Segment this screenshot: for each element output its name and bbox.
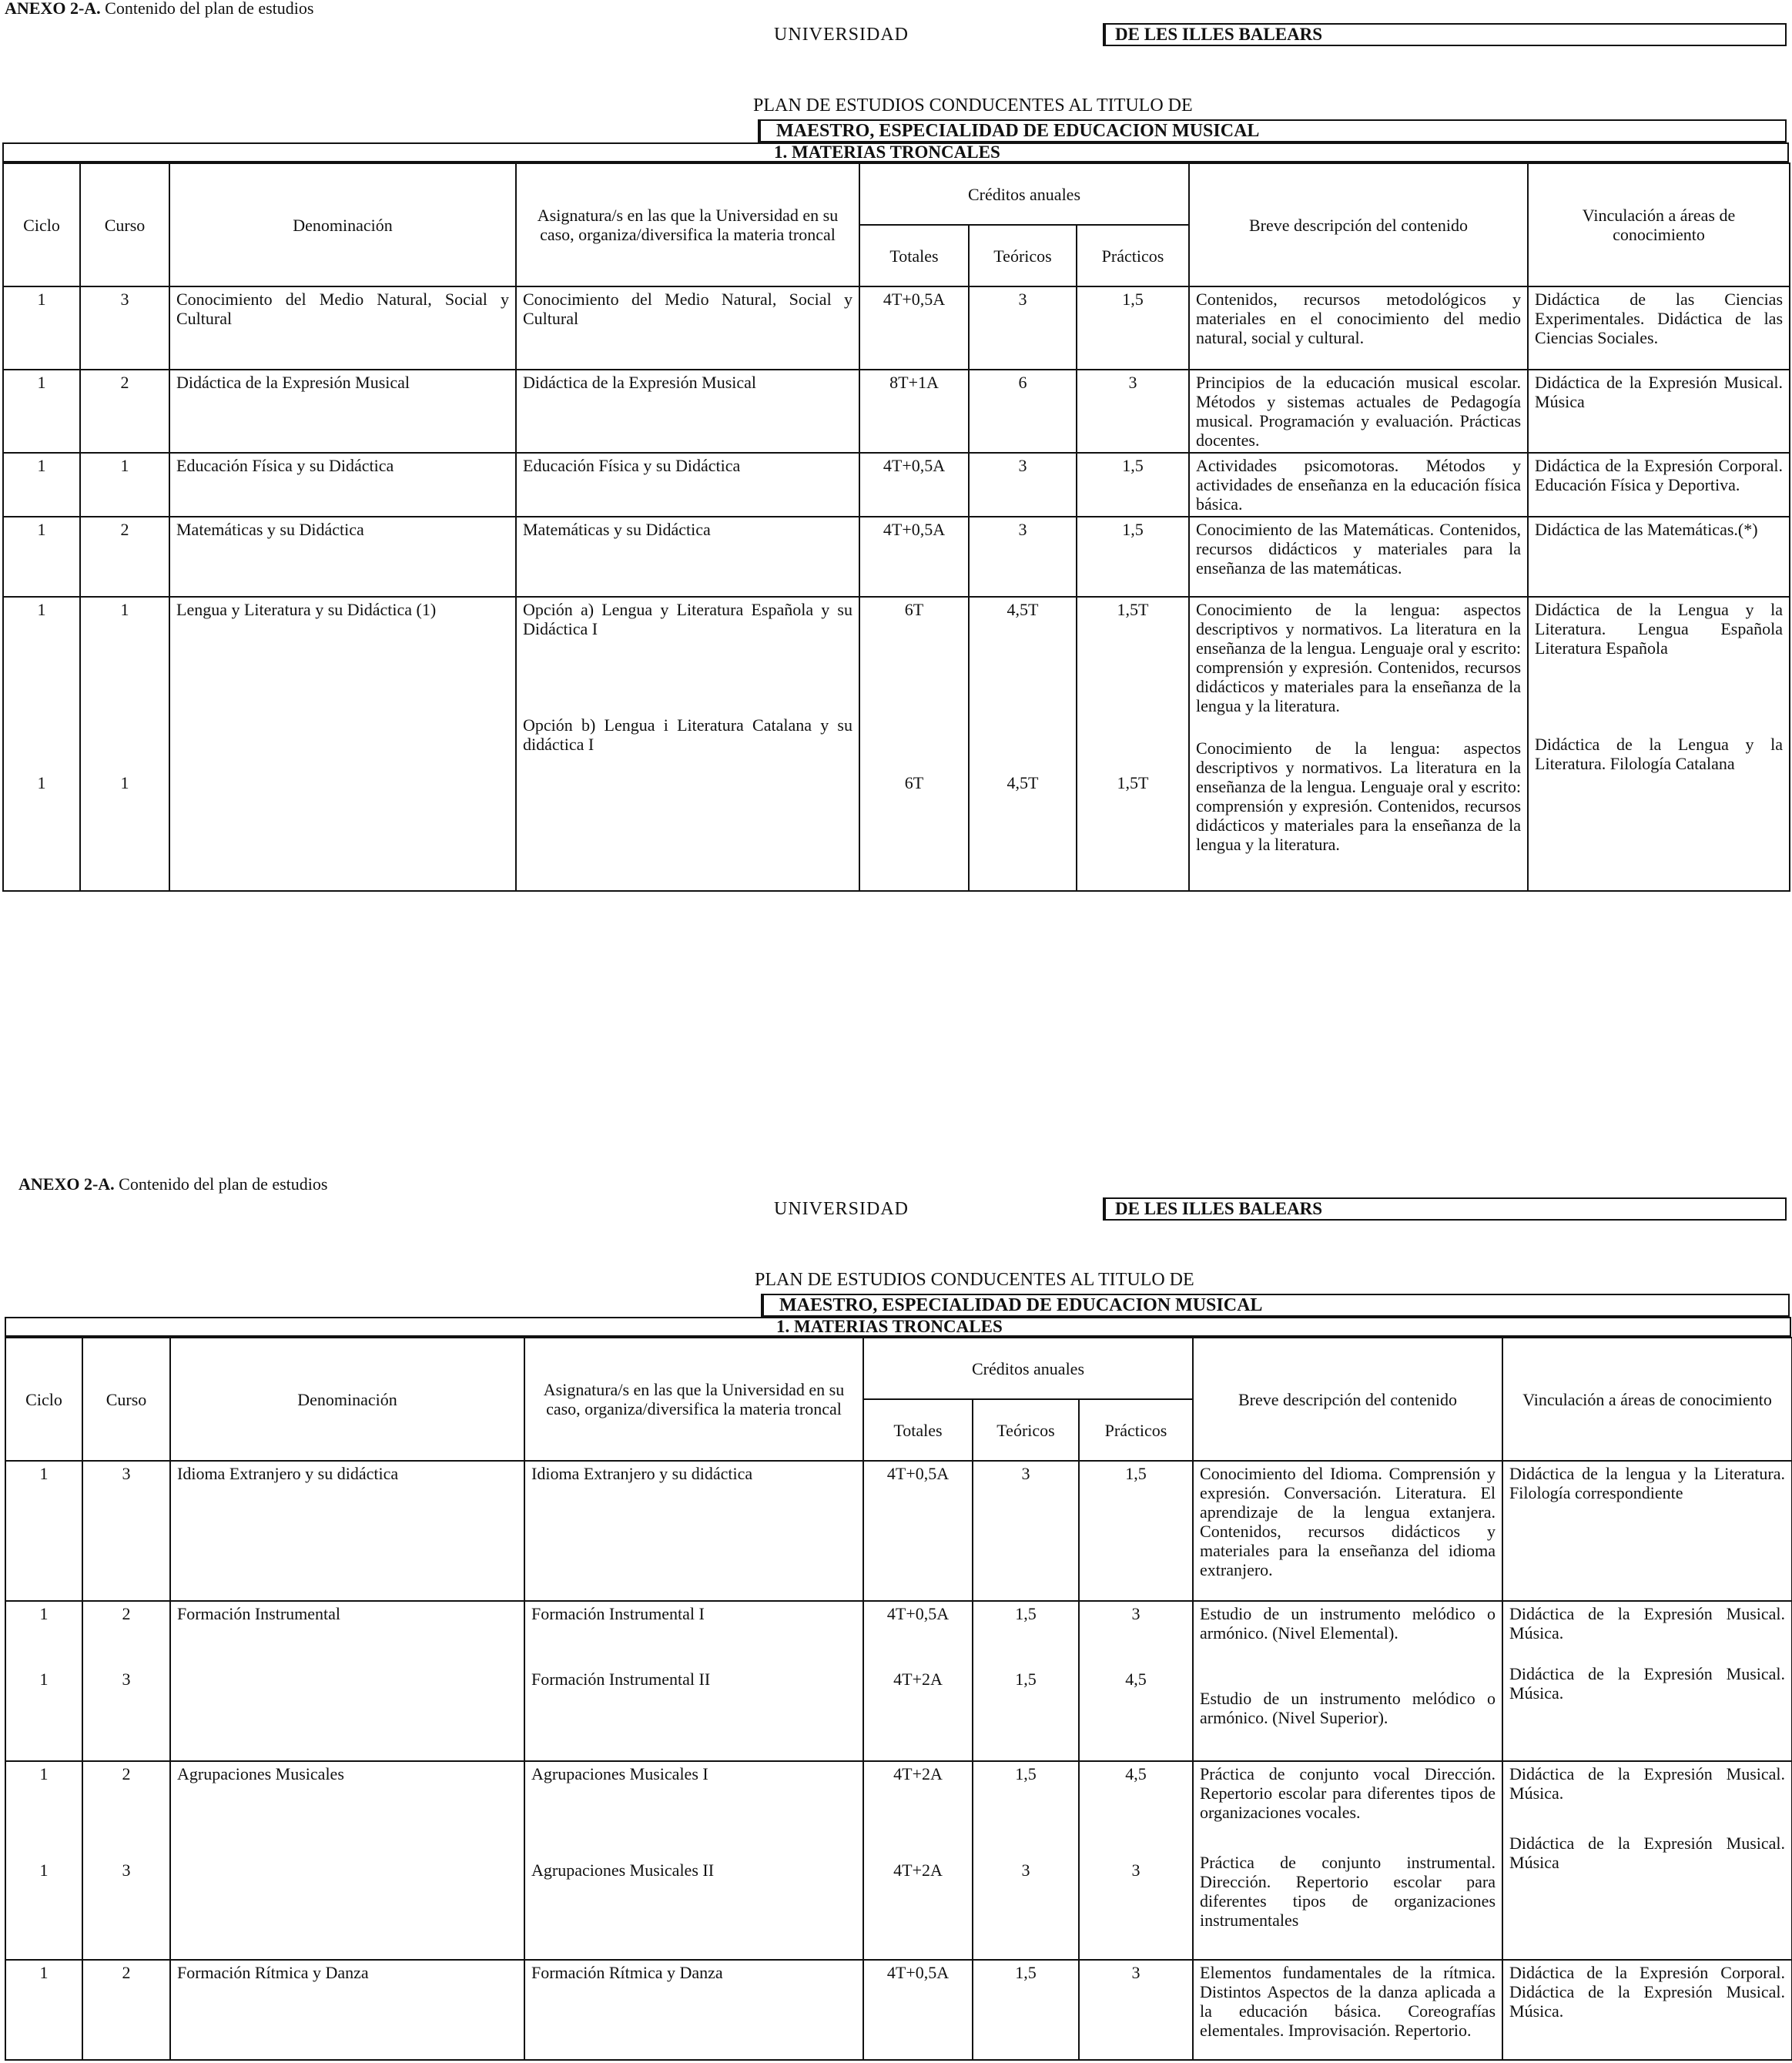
cell-denominacion: Lengua y Literatura y su Didáctica (1) (169, 597, 516, 891)
cell-teoricos: 3 (973, 1461, 1079, 1601)
table-row (5, 1601, 1792, 1761)
cell-teoricos: 1,5 (973, 1960, 1079, 2060)
table-row (3, 286, 1790, 370)
cell-teoricos: 4,5T 4,5T (969, 597, 1077, 891)
cell-practicos: 1,5 (1077, 517, 1189, 597)
cell-asignatura: Conocimiento del Medio Natural, Social y Cultural (516, 286, 859, 370)
header-practicos: Prácticos (1079, 1399, 1193, 1461)
section-title: 1. MATERIAS TRONCALES (5, 1317, 1791, 1337)
header-vinculacion: Vinculación a áreas de conocimiento (1502, 1338, 1792, 1461)
universidad-value: DE LES ILLES BALEARS (1103, 23, 1787, 46)
anexo-heading: ANEXO 2-A. Contenido del plan de estudios (5, 0, 314, 18)
cell-denominacion: Formación Rítmica y Danza (170, 1960, 524, 2060)
cell-ciclo: 1 (3, 370, 80, 453)
cell-denominacion: Didáctica de la Expresión Musical (169, 370, 516, 453)
titulo-value: MAESTRO, ESPECIALIDAD DE EDUCACION MUSICAL (761, 1294, 1790, 1317)
cell-totales: 4T+0,5A (859, 453, 969, 517)
table-row (5, 1461, 1792, 1601)
header-teoricos: Teóricos (973, 1399, 1079, 1461)
cell-ciclo: 1 1 (3, 597, 80, 891)
cell-asignatura: Idioma Extranjero y su didáctica (524, 1461, 863, 1601)
header-creditos: Créditos anuales (859, 163, 1189, 225)
cell-denominacion: Educación Física y su Didáctica (169, 453, 516, 517)
cell-descripcion: Conocimiento del Idioma. Comprensión y expresión. Conversación. Literatura. El aprendizaje de la lengua extanjera. Contenidos, recursos didácticos y materiales para la enseñanza del idioma extranjero. (1193, 1461, 1502, 1601)
plan-table (2, 162, 1790, 892)
cell-curso: 2 3 (82, 1601, 170, 1761)
cell-curso: 1 (80, 453, 169, 517)
table-row (3, 453, 1790, 517)
cell-vinculacion: Didáctica de la Expresión Musical. Música (1528, 370, 1790, 453)
header-totales: Totales (859, 225, 969, 286)
cell-ciclo: 1 1 (5, 1601, 82, 1761)
table-row (5, 1960, 1792, 2060)
cell-vinculacion: Didáctica de la Expresión Corporal. Didáctica de la Expresión Musical. Música. (1502, 1960, 1792, 2060)
cell-asignatura: Opción a) Lengua y Literatura Española y su Didáctica I Opción b) Lengua i Literatura Catalana y su didáctica I (516, 597, 859, 891)
table-row (3, 597, 1790, 891)
header-practicos: Prácticos (1077, 225, 1189, 286)
cell-ciclo: 1 (3, 286, 80, 370)
cell-vinculacion: Didáctica de la Expresión Corporal. Educación Física y Deportiva. (1528, 453, 1790, 517)
cell-vinculacion: Didáctica de las Ciencias Experimentales. Didáctica de las Ciencias Sociales. (1528, 286, 1790, 370)
cell-practicos: 3 4,5 (1079, 1601, 1193, 1761)
plan-table (5, 1337, 1792, 2061)
cell-descripcion: Principios de la educación musical escolar. Métodos y sistemas actuales de Pedagogía musical. Programación y evaluación. Prácticas docentes. (1189, 370, 1528, 453)
cell-curso: 3 (80, 286, 169, 370)
cell-asignatura: Educación Física y su Didáctica (516, 453, 859, 517)
cell-teoricos: 3 (969, 517, 1077, 597)
cell-totales: 4T+0,5A (859, 517, 969, 597)
cell-asignatura: Agrupaciones Musicales I Agrupaciones Musicales II (524, 1761, 863, 1960)
cell-curso: 2 (82, 1960, 170, 2060)
header-curso: Curso (82, 1338, 170, 1461)
cell-curso: 2 3 (82, 1761, 170, 1960)
cell-practicos: 1,5 (1077, 286, 1189, 370)
universidad-value: DE LES ILLES BALEARS (1103, 1197, 1787, 1221)
cell-denominacion: Agrupaciones Musicales (170, 1761, 524, 1960)
cell-denominacion: Idioma Extranjero y su didáctica (170, 1461, 524, 1601)
table-row (3, 370, 1790, 453)
cell-curso: 3 (82, 1461, 170, 1601)
cell-ciclo: 1 (3, 453, 80, 517)
cell-asignatura: Matemáticas y su Didáctica (516, 517, 859, 597)
cell-teoricos: 3 (969, 286, 1077, 370)
header-ciclo: Ciclo (3, 163, 80, 286)
header-curso: Curso (80, 163, 169, 286)
cell-practicos: 3 (1079, 1960, 1193, 2060)
header-descripcion: Breve descripción del contenido (1189, 163, 1528, 286)
header-teoricos: Teóricos (969, 225, 1077, 286)
cell-totales: 6T 6T (859, 597, 969, 891)
cell-asignatura: Didáctica de la Expresión Musical (516, 370, 859, 453)
plan-label: PLAN DE ESTUDIOS CONDUCENTES AL TITULO DE (755, 1270, 1194, 1290)
table-row (5, 1761, 1792, 1960)
anexo-heading: ANEXO 2-A. Contenido del plan de estudios (18, 1174, 328, 1194)
header-asignatura: Asignatura/s en las que la Universidad en su caso, organiza/diversifica la materia troncal (516, 163, 859, 286)
cell-practicos: 1,5T 1,5T (1077, 597, 1189, 891)
cell-vinculacion: Didáctica de la Lengua y la Literatura. Lengua Española Literatura Española Didáctica de la Lengua y la Literatura. Filología Catalana (1528, 597, 1790, 891)
cell-practicos: 1,5 (1079, 1461, 1193, 1601)
header-creditos: Créditos anuales (863, 1338, 1193, 1399)
cell-vinculacion: Didáctica de la Expresión Musical. Música. Didáctica de la Expresión Musical. Música (1502, 1761, 1792, 1960)
cell-denominacion: Matemáticas y su Didáctica (169, 517, 516, 597)
cell-ciclo: 1 (5, 1960, 82, 2060)
cell-curso: 1 1 (80, 597, 169, 891)
cell-denominacion: Conocimiento del Medio Natural, Social y Cultural (169, 286, 516, 370)
cell-practicos: 4,5 3 (1079, 1761, 1193, 1960)
cell-descripcion: Actividades psicomotoras. Métodos y actividades de enseñanza en la educación física básica. (1189, 453, 1528, 517)
cell-denominacion: Formación Instrumental (170, 1601, 524, 1761)
cell-ciclo: 1 (3, 517, 80, 597)
cell-vinculacion: Didáctica de las Matemáticas.(*) (1528, 517, 1790, 597)
table-row (3, 517, 1790, 597)
cell-descripcion: Elementos fundamentales de la rítmica. Distintos Aspectos de la danza aplicada a la educación básica. Coreografías elementales. Improvisación. Repertorio. (1193, 1960, 1502, 2060)
header-totales: Totales (863, 1399, 973, 1461)
cell-totales: 4T+0,5A (863, 1960, 973, 2060)
cell-teoricos: 1,5 1,5 (973, 1601, 1079, 1761)
universidad-label: UNIVERSIDAD (774, 1199, 909, 1219)
cell-vinculacion: Didáctica de la Expresión Musical. Música. Didáctica de la Expresión Musical. Música. (1502, 1601, 1792, 1761)
cell-ciclo: 1 1 (5, 1761, 82, 1960)
section-title: 1. MATERIAS TRONCALES (2, 142, 1789, 162)
cell-practicos: 1,5 (1077, 453, 1189, 517)
cell-asignatura: Formación Instrumental I Formación Instrumental II (524, 1601, 863, 1761)
plan-label: PLAN DE ESTUDIOS CONDUCENTES AL TITULO DE (753, 95, 1193, 116)
cell-teoricos: 3 (969, 453, 1077, 517)
cell-curso: 2 (80, 370, 169, 453)
cell-descripcion: Práctica de conjunto vocal Dirección. Repertorio escolar para diferentes tipos de organizaciones vocales. Práctica de conjunto instrumental. Dirección. Repertorio escolar para diferentes tipos de organizaciones instrumentales (1193, 1761, 1502, 1960)
cell-descripcion: Conocimiento de las Matemáticas. Contenidos, recursos didácticos y materiales para la enseñanza de las matemáticas. (1189, 517, 1528, 597)
titulo-value: MAESTRO, ESPECIALIDAD DE EDUCACION MUSICAL (758, 119, 1787, 142)
universidad-label: UNIVERSIDAD (774, 25, 909, 45)
cell-descripcion: Contenidos, recursos metodológicos y materiales en el conocimiento del medio natural, social y cultural. (1189, 286, 1528, 370)
cell-totales: 4T+2A 4T+2A (863, 1761, 973, 1960)
cell-teoricos: 1,5 3 (973, 1761, 1079, 1960)
header-vinculacion: Vinculación a áreas de conocimiento (1528, 163, 1790, 286)
header-denominacion: Denominación (170, 1338, 524, 1461)
cell-totales: 4T+0,5A (859, 286, 969, 370)
cell-practicos: 3 (1077, 370, 1189, 453)
cell-ciclo: 1 (5, 1461, 82, 1601)
cell-teoricos: 6 (969, 370, 1077, 453)
cell-curso: 2 (80, 517, 169, 597)
header-ciclo: Ciclo (5, 1338, 82, 1461)
cell-descripcion: Estudio de un instrumento melódico o armónico. (Nivel Elemental). Estudio de un instrumento melódico o armónico. (Nivel Superior). (1193, 1601, 1502, 1761)
header-denominacion: Denominación (169, 163, 516, 286)
cell-totales: 8T+1A (859, 370, 969, 453)
cell-totales: 4T+0,5A (863, 1461, 973, 1601)
header-asignatura: Asignatura/s en las que la Universidad en su caso, organiza/diversifica la materia troncal (524, 1338, 863, 1461)
header-descripcion: Breve descripción del contenido (1193, 1338, 1502, 1461)
cell-asignatura: Formación Rítmica y Danza (524, 1960, 863, 2060)
cell-totales: 4T+0,5A 4T+2A (863, 1601, 973, 1761)
cell-descripcion: Conocimiento de la lengua: aspectos descriptivos y normativos. La literatura en la enseñanza de la lengua. Lenguaje oral y escrito: comprensión y expresión. Contenidos, recursos didácticos y materiales para la enseñanza de la lengua y la literatura. Conocimiento de la lengua: aspectos descriptivos y normativos. La literatura en la enseñanza de la lengua. Lenguaje oral y escrito: comprensión y expresión. Contenidos, recursos didácticos y materiales para la enseñanza de la lengua y la literatura. (1189, 597, 1528, 891)
cell-vinculacion: Didáctica de la lengua y la Literatura. Filología correspondiente (1502, 1461, 1792, 1601)
